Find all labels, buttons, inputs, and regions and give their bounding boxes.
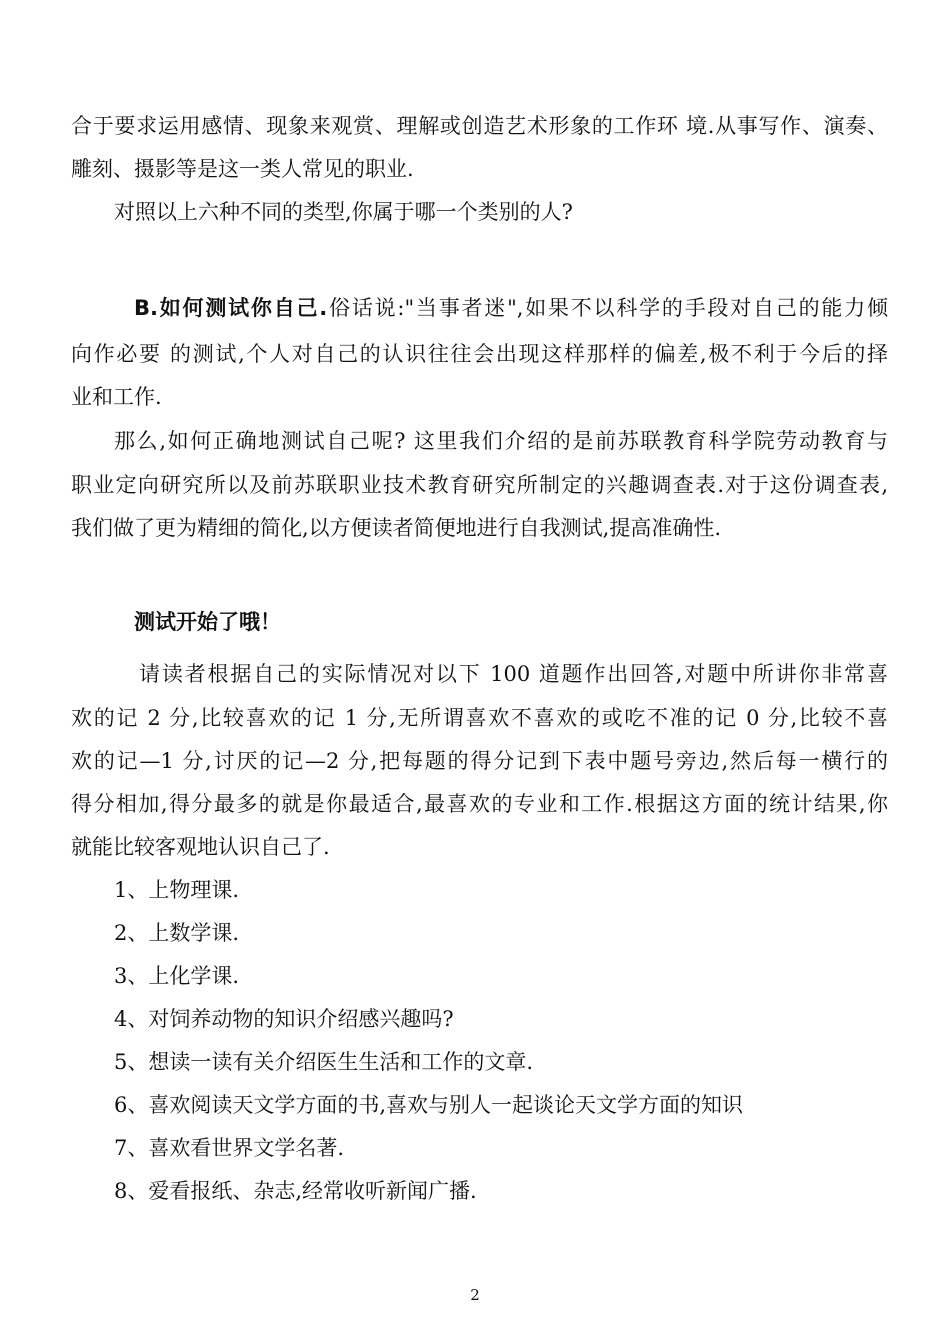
- para-intro-line-1: 合于要求运用感情、现象来观赏、理解或创造艺术形象的工作环 境.从事写作、演奏、: [71, 114, 888, 138]
- section-b-line-3: 业和工作.: [71, 385, 162, 409]
- question-item: 3、上化学课.: [114, 964, 240, 988]
- instructions-line-2: 欢的记 2 分,比较喜欢的记 1 分,无所谓喜欢不喜欢的或吃不准的记 0 分,比较不喜: [71, 706, 888, 730]
- question-item: 1、上物理课.: [114, 878, 240, 902]
- para-method-line-2: 职业定向研究所以及前苏联职业技术教育研究所制定的兴趣调查表.对于这份调查表,: [71, 473, 888, 497]
- para-intro-line-2: 雕刻、摄影等是这一类人常见的职业.: [71, 157, 414, 181]
- instructions-line-1: 请读者根据自己的实际情况对以下 100 道题作出回答,对题中所讲你非常喜: [139, 662, 888, 686]
- instructions-line-5: 就能比较客观地认识自己了.: [71, 835, 330, 859]
- question-item: 7、喜欢看世界文学名著.: [114, 1136, 345, 1160]
- para-method-line-3: 我们做了更为精细的简化,以方便读者简便地进行自我测试,提高准确性.: [71, 516, 722, 540]
- section-b-line-2: 向作必要 的测试,个人对自己的认识往往会出现这样那样的偏差,极不利于今后的择: [71, 342, 888, 366]
- test-heading: 测试开始了哦！: [134, 610, 281, 634]
- section-b-heading: B.如何测试你自己.: [134, 296, 328, 320]
- section-b-line-1-text: 俗话说:"当事者迷",如果不以科学的手段对自己的能力倾: [327, 296, 888, 320]
- question-item: 4、对饲养动物的知识介绍感兴趣吗?: [114, 1007, 454, 1031]
- question-item: 5、想读一读有关介绍医生生活和工作的文章.: [114, 1050, 534, 1074]
- question-item: 6、喜欢阅读天文学方面的书,喜欢与别人一起谈论天文学方面的知识: [114, 1093, 744, 1117]
- question-item: 8、爱看报纸、杂志,经常收听新闻广播.: [114, 1179, 477, 1203]
- page-number: 2: [470, 1286, 480, 1304]
- instructions-line-4: 得分相加,得分最多的就是你最适合,最喜欢的专业和工作.根据这方面的统计结果,你: [71, 792, 888, 816]
- section-b-line-1: [134, 295, 888, 321]
- question-item: 2、上数学课.: [114, 921, 240, 945]
- instructions-line-3: 欢的记—1 分,讨厌的记—2 分,把每题的得分记到下表中题号旁边,然后每一横行的: [71, 749, 888, 773]
- question-intro: 对照以上六种不同的类型,你属于哪一个类别的人?: [114, 200, 573, 224]
- para-method-line-1: 那么,如何正确地测试自己呢? 这里我们介绍的是前苏联教育科学院劳动教育与: [114, 429, 888, 453]
